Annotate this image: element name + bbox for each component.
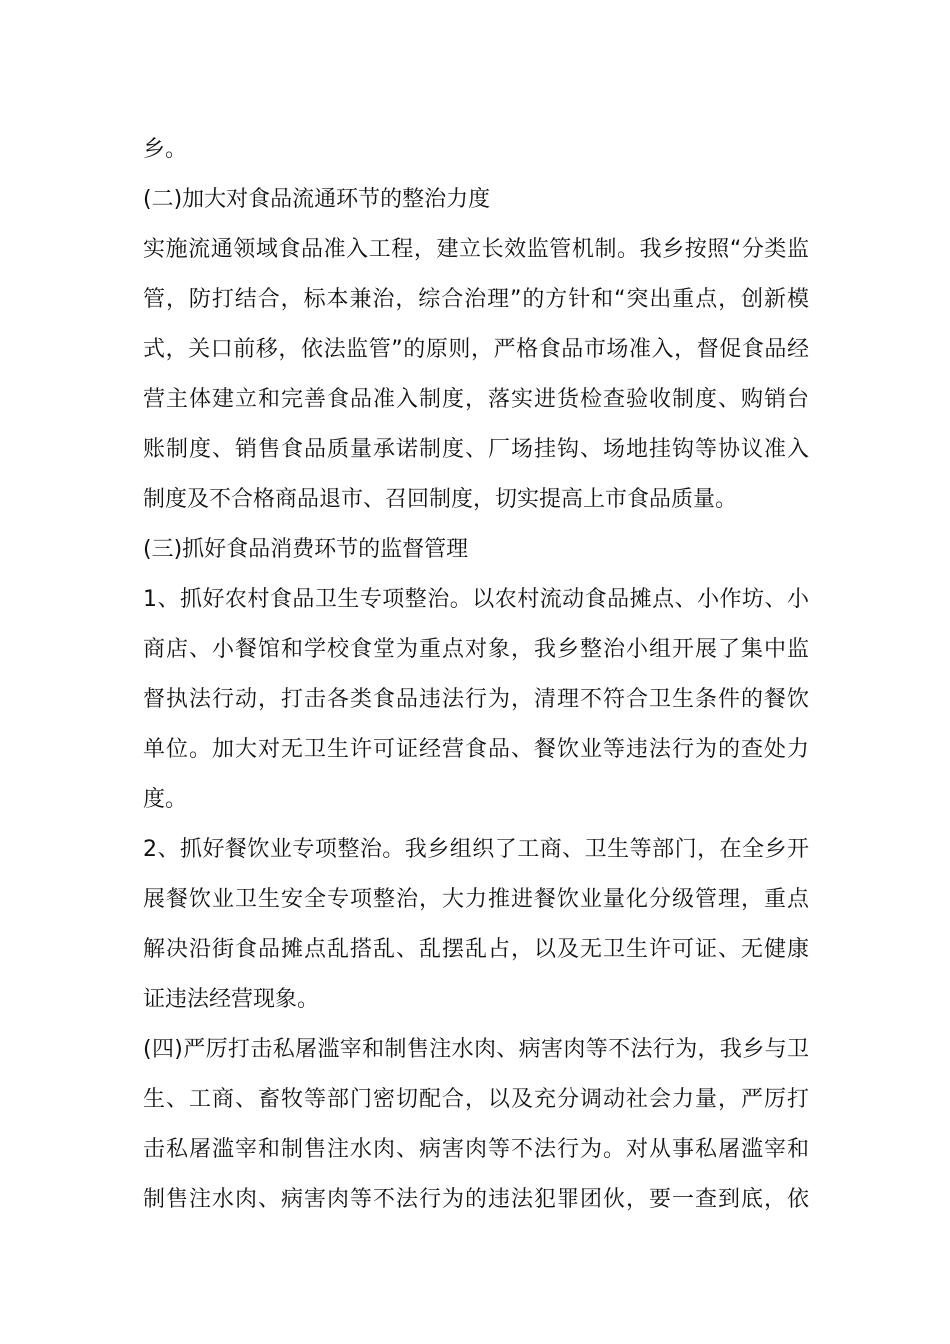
text-line: 2、抓好餐饮业专项整治。我乡组织了工商、卫生等部门，在全乡开	[143, 837, 809, 862]
section-heading: (三)抓好食品消费环节的监督管理	[143, 537, 469, 562]
text-line: 式，关口前移，依法监管”的原则，严格食品市场准入，督促食品经	[143, 337, 809, 362]
text-line: 商店、小餐馆和学校食堂为重点对象，我乡整治小组开展了集中监	[143, 637, 809, 662]
text-line: 击私屠滥宰和制售注水肉、病害肉等不法行为。对从事私屠滥宰和	[143, 1137, 809, 1162]
text-line: 证违法经营现象。	[143, 987, 320, 1012]
section-heading: (二)加大对食品流通环节的整治力度	[143, 187, 491, 212]
text-line: 展餐饮业卫生安全专项整治，大力推进餐饮业量化分级管理，重点	[143, 887, 809, 912]
text-line: 管，防打结合，标本兼治，综合治理”的方针和“突出重点，创新模	[143, 287, 809, 312]
text-line: 解决沿街食品摊点乱搭乱、乱摆乱占，以及无卫生许可证、无健康	[143, 937, 809, 962]
text-line: 账制度、销售食品质量承诺制度、厂场挂钩、场地挂钩等协议准入	[143, 437, 809, 462]
text-line: 单位。加大对无卫生许可证经营食品、餐饮业等违法行为的查处力	[143, 737, 809, 762]
text-line: 营主体建立和完善食品准入制度，落实进货检查验收制度、购销台	[143, 387, 809, 412]
text-line: 生、工商、畜牧等部门密切配合，以及充分调动社会力量，严厉打	[143, 1087, 809, 1112]
text-line: 制售注水肉、病害肉等不法行为的违法犯罪团伙，要一查到底，依	[143, 1187, 809, 1212]
text-line: 制度及不合格商品退市、召回制度，切实提高上市食品质量。	[143, 487, 738, 512]
text-line: (四)严厉打击私屠滥宰和制售注水肉、病害肉等不法行为，我乡与卫	[143, 1037, 809, 1062]
text-line: 1、抓好农村食品卫生专项整治。以农村流动食品摊点、小作坊、小	[143, 587, 809, 612]
document-body	[143, 125, 809, 1225]
text-line: 度。	[143, 787, 188, 812]
text-line: 乡。	[143, 137, 188, 162]
text-line: 督执法行动，打击各类食品违法行为，清理不符合卫生条件的餐饮	[143, 687, 809, 712]
text-line: 实施流通领域食品准入工程，建立长效监管机制。我乡按照“分类监	[143, 237, 809, 262]
